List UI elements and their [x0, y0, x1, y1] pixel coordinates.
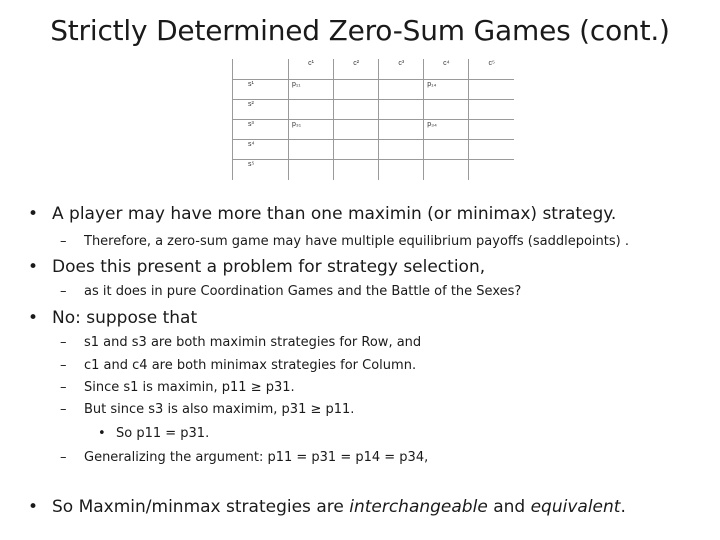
bullet-marker: •	[98, 426, 106, 441]
bullet-text-suffix: .	[620, 497, 626, 517]
slide-title: Strictly Determined Zero-Sum Games (cont.)	[50, 14, 670, 47]
bullet-item	[28, 497, 626, 517]
payoff-cell: p₃₁	[289, 119, 334, 139]
bullet-item	[28, 257, 485, 277]
sub-bullet-text: But since s3 is also maximim, p31 ≥ p11.	[84, 402, 355, 417]
sub-bullet-item	[60, 234, 629, 249]
dash-marker: –	[60, 284, 67, 299]
bullet-text-prefix: So Maxmin/minmax strategies are	[52, 497, 350, 517]
sub-bullet-item	[60, 450, 428, 465]
payoff-cell: p₁₄	[424, 79, 469, 99]
payoff-col-header: c³	[379, 59, 424, 79]
sub-bullet-text: c1 and c4 are both minimax strategies for Column.	[84, 358, 417, 373]
payoff-cell: p₁₁	[289, 79, 334, 99]
payoff-col-header: c¹	[289, 59, 334, 79]
sub-sub-bullet-item	[98, 426, 209, 441]
dash-marker: –	[60, 402, 67, 417]
sub-bullet-text: as it does in pure Coordination Games and the Battle of the Sexes?	[84, 284, 522, 299]
bullet-marker: •	[28, 308, 39, 328]
bullet-text: Does this present a problem for strategy selection,	[52, 257, 486, 277]
payoff-cell: p₃₄	[424, 119, 469, 139]
bullet-item	[28, 308, 197, 328]
payoff-col-header: c²	[334, 59, 379, 79]
dash-marker: –	[60, 358, 67, 373]
sub-bullet-item	[60, 284, 521, 299]
payoff-col-header: c⁴	[424, 59, 469, 79]
bullet-text: A player may have more than one maximin (or minimax) strategy.	[52, 204, 617, 224]
payoff-row-label: s¹	[248, 80, 254, 88]
bullet-text-mid: and	[487, 497, 531, 517]
payoff-row-label: s⁵	[248, 161, 255, 169]
payoff-row-label: s²	[248, 100, 254, 108]
sub-bullet-item	[60, 402, 354, 417]
bullet-emphasis: interchangeable	[349, 497, 488, 517]
bullet-text: No: suppose that	[52, 308, 198, 328]
dash-marker: –	[60, 234, 67, 249]
sub-bullet-text: s1 and s3 are both maximin strategies for Row, and	[84, 335, 422, 350]
dash-marker: –	[60, 450, 67, 465]
dash-marker: –	[60, 380, 67, 395]
sub-bullet-item	[60, 380, 295, 395]
sub-bullet-text: Since s1 is maximin, p11 ≥ p31.	[84, 380, 295, 395]
payoff-col-header: c⁵	[469, 59, 514, 79]
bullet-item	[28, 204, 616, 224]
bullet-marker: •	[28, 204, 39, 224]
sub-bullet-item	[60, 358, 416, 373]
sub-bullet-item	[60, 335, 421, 350]
payoff-row-label: s³	[248, 120, 254, 128]
bullet-marker: •	[28, 497, 39, 517]
sub-bullet-text: Therefore, a zero-sum game may have multiple equilibrium payoffs (saddlepoints) .	[84, 234, 629, 249]
dash-marker: –	[60, 335, 67, 350]
bullet-marker: •	[28, 257, 39, 277]
sub-bullet-text: Generalizing the argument: p11 = p31 = p14 = p34,	[84, 450, 429, 465]
sub-sub-bullet-text: So p11 = p31.	[116, 426, 210, 441]
payoff-row-label: s⁴	[248, 141, 255, 149]
bullet-emphasis: equivalent	[530, 497, 621, 517]
